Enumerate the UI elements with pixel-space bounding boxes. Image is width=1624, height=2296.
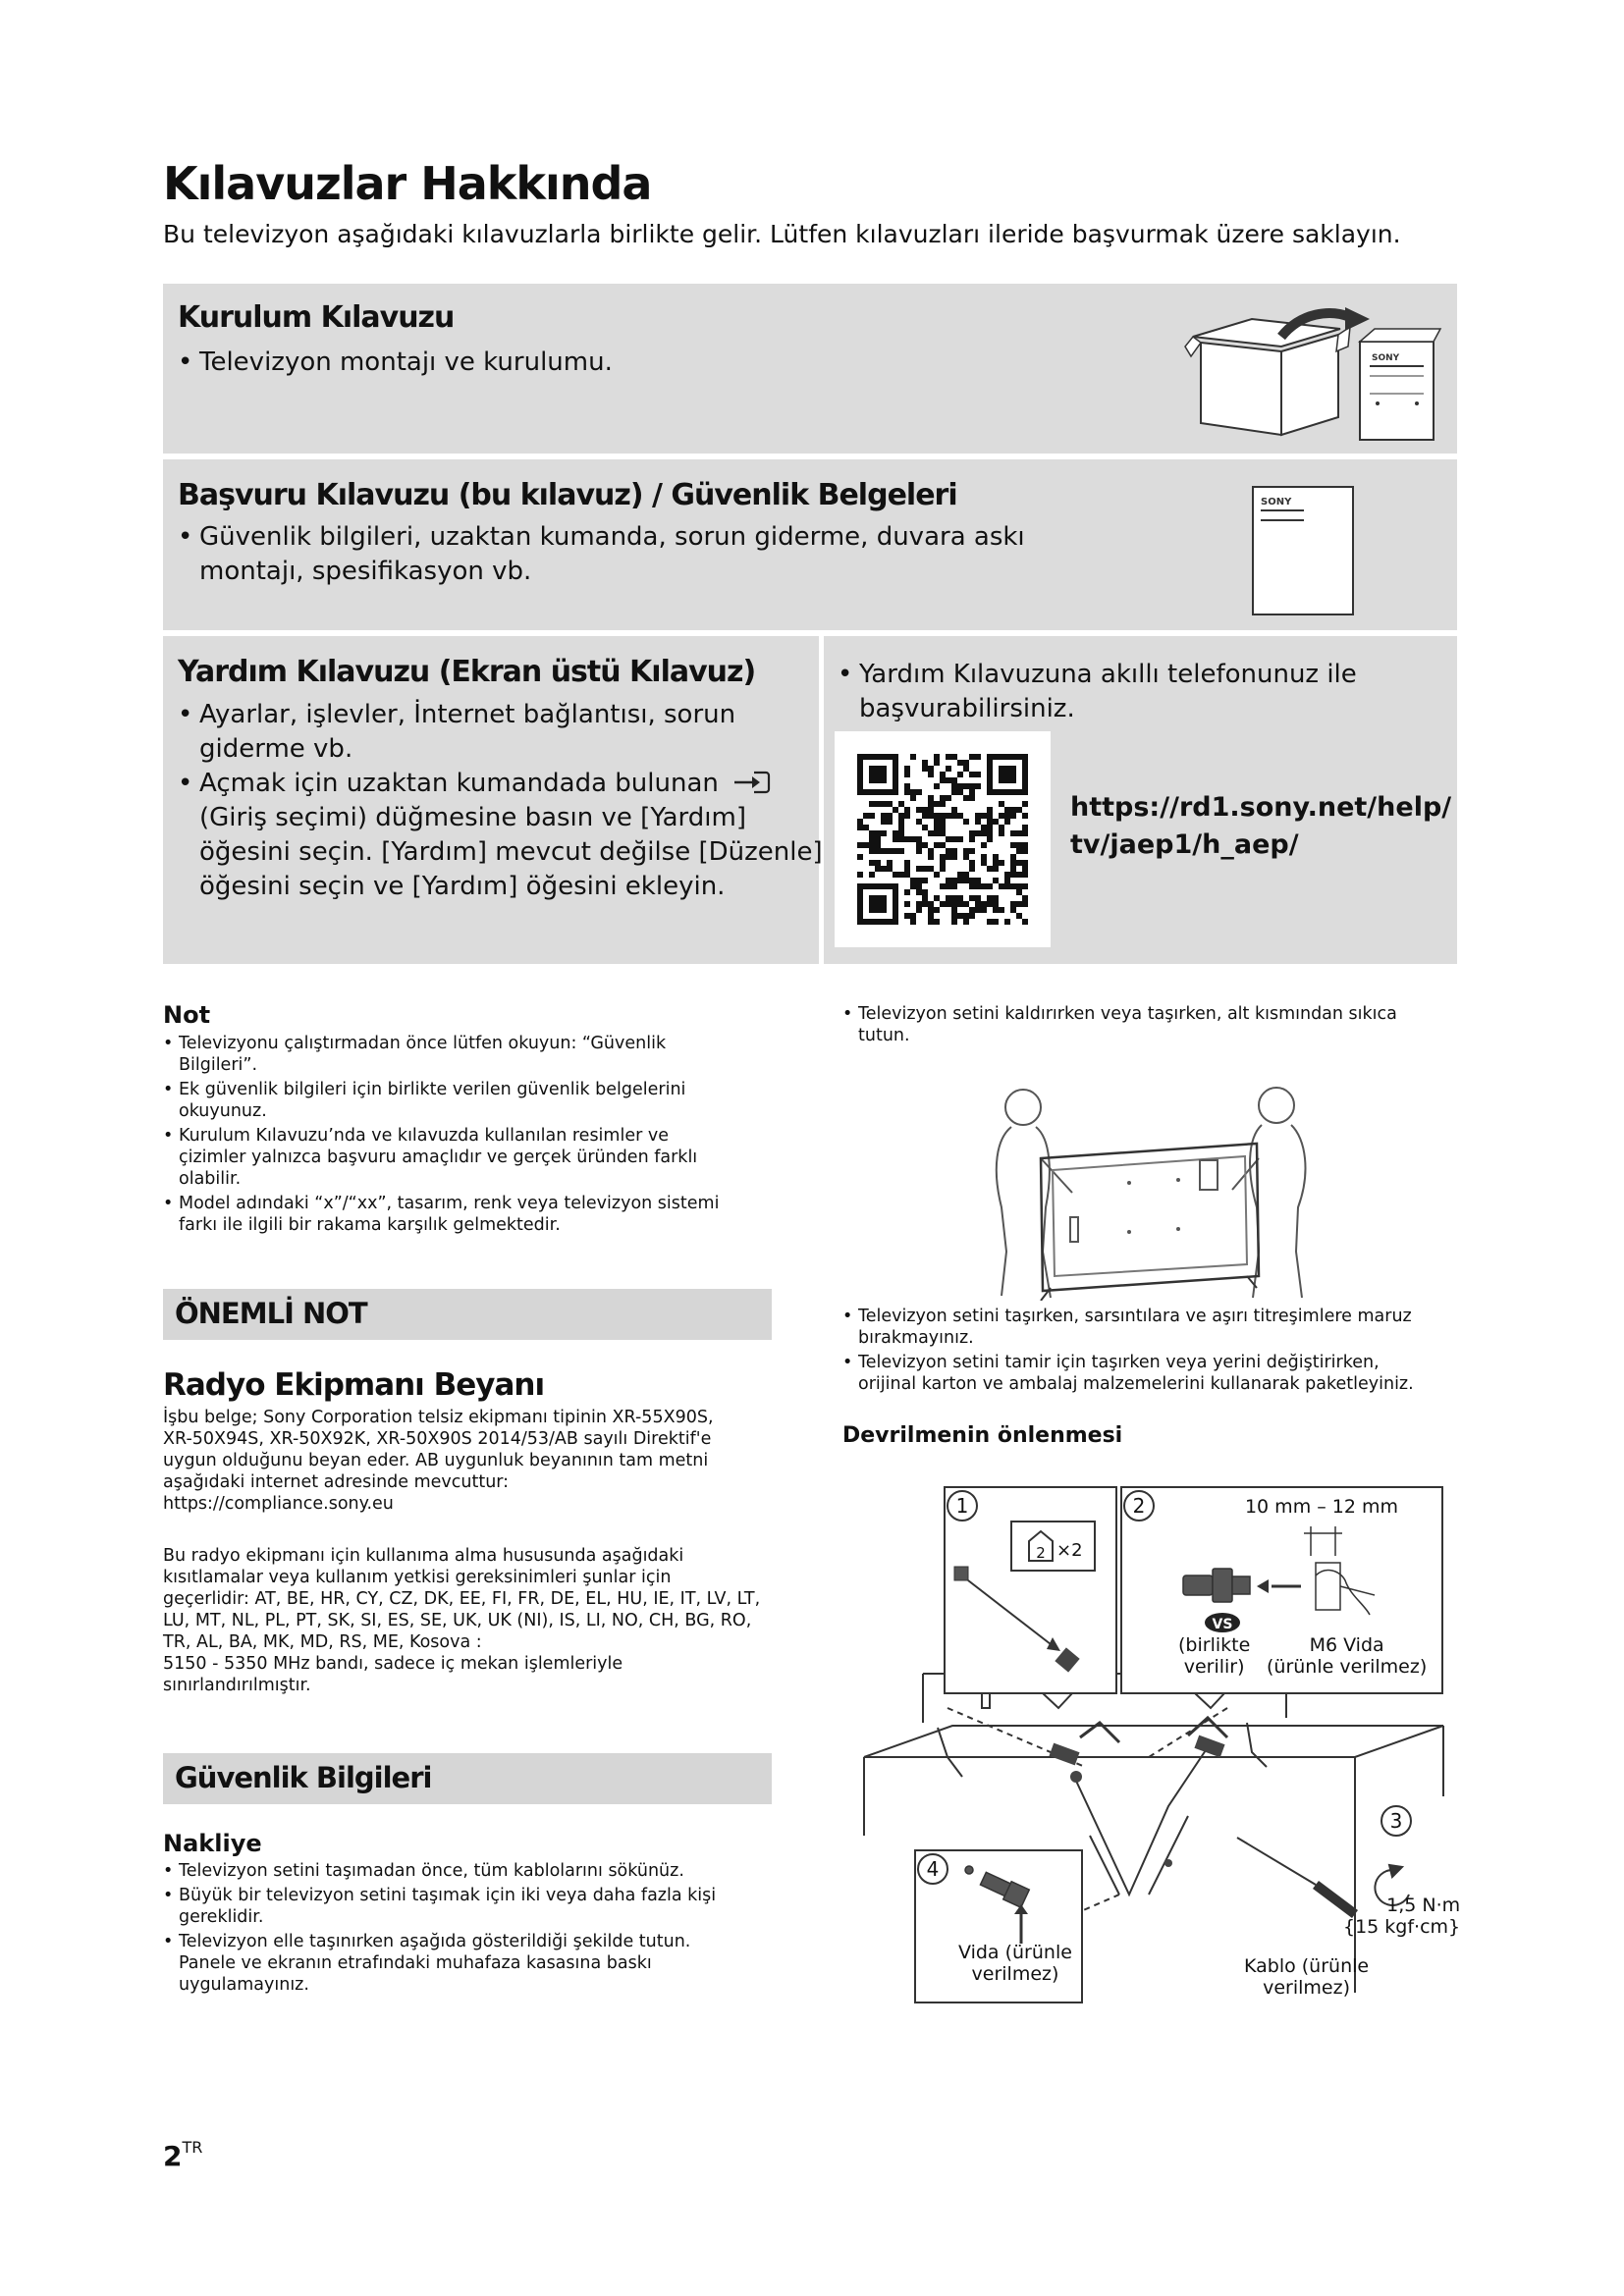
setup-guide-bullet: • Televizyon montajı ve kurulumu. (178, 346, 613, 380)
help-phone-text (838, 658, 1357, 726)
transport-item: • Televizyon setini taşımadan önce, tüm kablolarını sökünüz. (163, 1860, 772, 1882)
safety-info-bar (163, 1753, 772, 1804)
note-item: • Kurulum Kılavuzu’nda ve kılavuzda kullanılan resimler ve çizimler yalnızca başvuru amaçlıdır ve gerçek üründen farklı olabilir. (163, 1125, 772, 1190)
help-url-line-2[interactable]: tv/jaep1/h_aep/ (1070, 829, 1299, 860)
setup-sheet-logo: SONY (1372, 353, 1400, 363)
page-title: Kılavuzlar Hakkında (163, 157, 652, 210)
radio-declaration-para-2 (163, 1545, 791, 1696)
qr-code-image (835, 731, 1051, 947)
reference-sheet-logo: SONY (1261, 497, 1292, 507)
reference-guide-title: Başvuru Kılavuzu (bu kılavuz) / Güvenlik Belgeleri (178, 478, 957, 512)
radio-para-2-line: kısıtlamalar veya kullanım yetkisi gereksinimleri şunlar için (163, 1568, 672, 1587)
tv-box-illustration (1183, 307, 1448, 445)
cable-not-supplied-label: Kablo (ürünle verilmez) (1244, 1955, 1370, 1999)
tip-over-heading: Devrilmenin önlenmesi (842, 1423, 1123, 1448)
help-phone-bullet: • Yardım Kılavuzuna akıllı telefonunuz ile başvurabilirsiniz. (838, 658, 1357, 726)
input-select-icon (732, 770, 772, 795)
reference-guide-bullet: • Güvenlik bilgileri, uzaktan kumanda, sorun giderme, duvara askı montajı, spesifikasyon vb. (178, 520, 1025, 589)
radio-para-2-line: 5150 - 5350 MHz bandı, sadece iç mekan işlemleriyle (163, 1654, 623, 1674)
step-1-bracket-num: 2 (1036, 1544, 1046, 1562)
carrying-tv-illustration (982, 1080, 1321, 1301)
step-4-label: 4 (926, 1857, 940, 1881)
lift-instruction (842, 1003, 1451, 1049)
move-item: • Televizyon setini tamir için taşırken veya yerini değiştirirken, orijinal karton ve ambalaj malzemelerini kullanarak paketleyiniz. (842, 1352, 1471, 1395)
help-guide-bullet-1: • Ayarlar, işlevler, İnternet bağlantısı, sorun giderme vb. (178, 698, 823, 767)
radio-para-2-line: LU, MT, NL, PL, PT, SK, SI, ES, SE, UK, UK (NI), IS, LI, NO, CH, BG, RO, (163, 1611, 752, 1630)
radio-para-2-line: Bu radyo ekipmanı için kullanıma alma hususunda aşağıdaki (163, 1546, 684, 1566)
page-number: $2^{TR}$ (163, 2138, 203, 2172)
transport-item: • Televizyon elle taşınırken aşağıda gösterildiği şekilde tutun. Panele ve ekranın etrafındaki muhafaza kasasına baskı uygulamayınız. (163, 1931, 772, 1996)
help-url-line-1[interactable]: https://rd1.sony.net/help/ (1070, 792, 1452, 823)
radio-para-1-line: aşağıdaki internet adresinde mevcuttur: (163, 1472, 510, 1492)
torque-label: 1,5 N·m {15 kgf·cm} (1343, 1895, 1461, 1938)
note-heading: Not (163, 1001, 211, 1029)
help-qr-code[interactable] (835, 731, 1051, 947)
move-item: • Televizyon setini taşırken, sarsıntılara ve aşırı titreşimlere maruz bırakmayınız. (842, 1306, 1471, 1349)
transport-list (163, 1860, 772, 1999)
setup-guide-sheet (1360, 329, 1440, 440)
reference-guide-text (178, 520, 1025, 589)
radio-para-1-line: uygun olduğunu beyan eder. AB uygunluk beyanının tam metni (163, 1451, 709, 1470)
step-1-label: 1 (955, 1494, 969, 1518)
help-guide-bullet-2: • Açmak için uzaktan kumandada bulunan (Giriş seçimi) düğmesine basın ve [Yardım] öğesini seçin. [Yardım] mevcut değilse [Düzenle] öğesini seçin ve [Yardım] öğesini ekleyin. (178, 767, 823, 904)
m6-screw-label: M6 Vida (ürünle verilmez) (1267, 1634, 1428, 1678)
note-list (163, 1033, 772, 1239)
step-1-count: ×2 (1056, 1540, 1083, 1561)
screw-size-range: 10 mm – 12 mm (1244, 1496, 1399, 1518)
screw-not-supplied-label: Vida (ürünle verilmez) (958, 1942, 1072, 1985)
setup-guide-text (178, 346, 613, 380)
radio-para-1-line: İşbu belge; Sony Corporation telsiz ekipmanı tipinin XR-55X90S, (163, 1408, 714, 1427)
step-2-label: 2 (1132, 1494, 1146, 1518)
note-item: • Model adındaki “x”/“xx”, tasarım, renk veya televizyon sistemi farkı ile ilgili bir rakama karşılık gelmektedir. (163, 1193, 772, 1236)
intro-text: Bu televizyon aşağıdaki kılavuzlarla birlikte gelir. Lütfen kılavuzları ileride başvurmak üzere saklayın. (163, 220, 1401, 248)
safety-info-title: Güvenlik Bilgileri (175, 1761, 432, 1794)
radio-para-2-line: geçerlidir: AT, BE, HR, CY, CZ, DK, EE, FI, FR, DE, EL, HU, IE, IT, LV, LT, (163, 1589, 761, 1609)
important-note-title: ÖNEMLİ NOT (175, 1297, 367, 1330)
transport-heading: Nakliye (163, 1830, 262, 1857)
important-note-bar (163, 1289, 772, 1340)
help-url[interactable] (1070, 789, 1451, 864)
transport-item: • Büyük bir televizyon setini taşımak için iki veya daha fazla kişi gereklidir. (163, 1885, 772, 1928)
help-guide-text (178, 698, 823, 904)
note-item: • Ek güvenlik bilgileri için birlikte verilen güvenlik belgelerini okuyunuz. (163, 1079, 772, 1122)
page-language: TR (182, 2138, 203, 2157)
help-guide-title: Yardım Kılavuzu (Ekran üstü Kılavuz) (178, 655, 756, 689)
lift-item: • Televizyon setini kaldırırken veya taşırken, alt kısmından sıkıca tutun. (842, 1003, 1451, 1046)
radio-para-1-line: https://compliance.sony.eu (163, 1494, 394, 1514)
reference-manual-illustration (1247, 485, 1360, 617)
vs-badge: VS (1212, 1617, 1233, 1632)
setup-guide-title: Kurulum Kılavuzu (178, 300, 455, 335)
radio-para-1-line: XR-50X94S, XR-50X92K, XR-50X90S 2014/53/AB sayılı Direktif'e (163, 1429, 712, 1449)
radio-declaration-heading: Radyo Ekipmanı Beyanı (163, 1367, 545, 1403)
radio-para-2-line: sınırlandırılmıştır. (163, 1676, 311, 1695)
supplied-label: (birlikte verilir) (1178, 1634, 1251, 1678)
move-instructions (842, 1306, 1471, 1398)
step-3-label: 3 (1389, 1809, 1403, 1833)
radio-declaration-para-1 (163, 1407, 791, 1515)
note-item: • Televizyonu çalıştırmadan önce lütfen okuyun: “Güvenlik Bilgileri”. (163, 1033, 772, 1076)
radio-para-2-line: TR, AL, BA, MK, MD, RS, ME, Kosova : (163, 1632, 482, 1652)
